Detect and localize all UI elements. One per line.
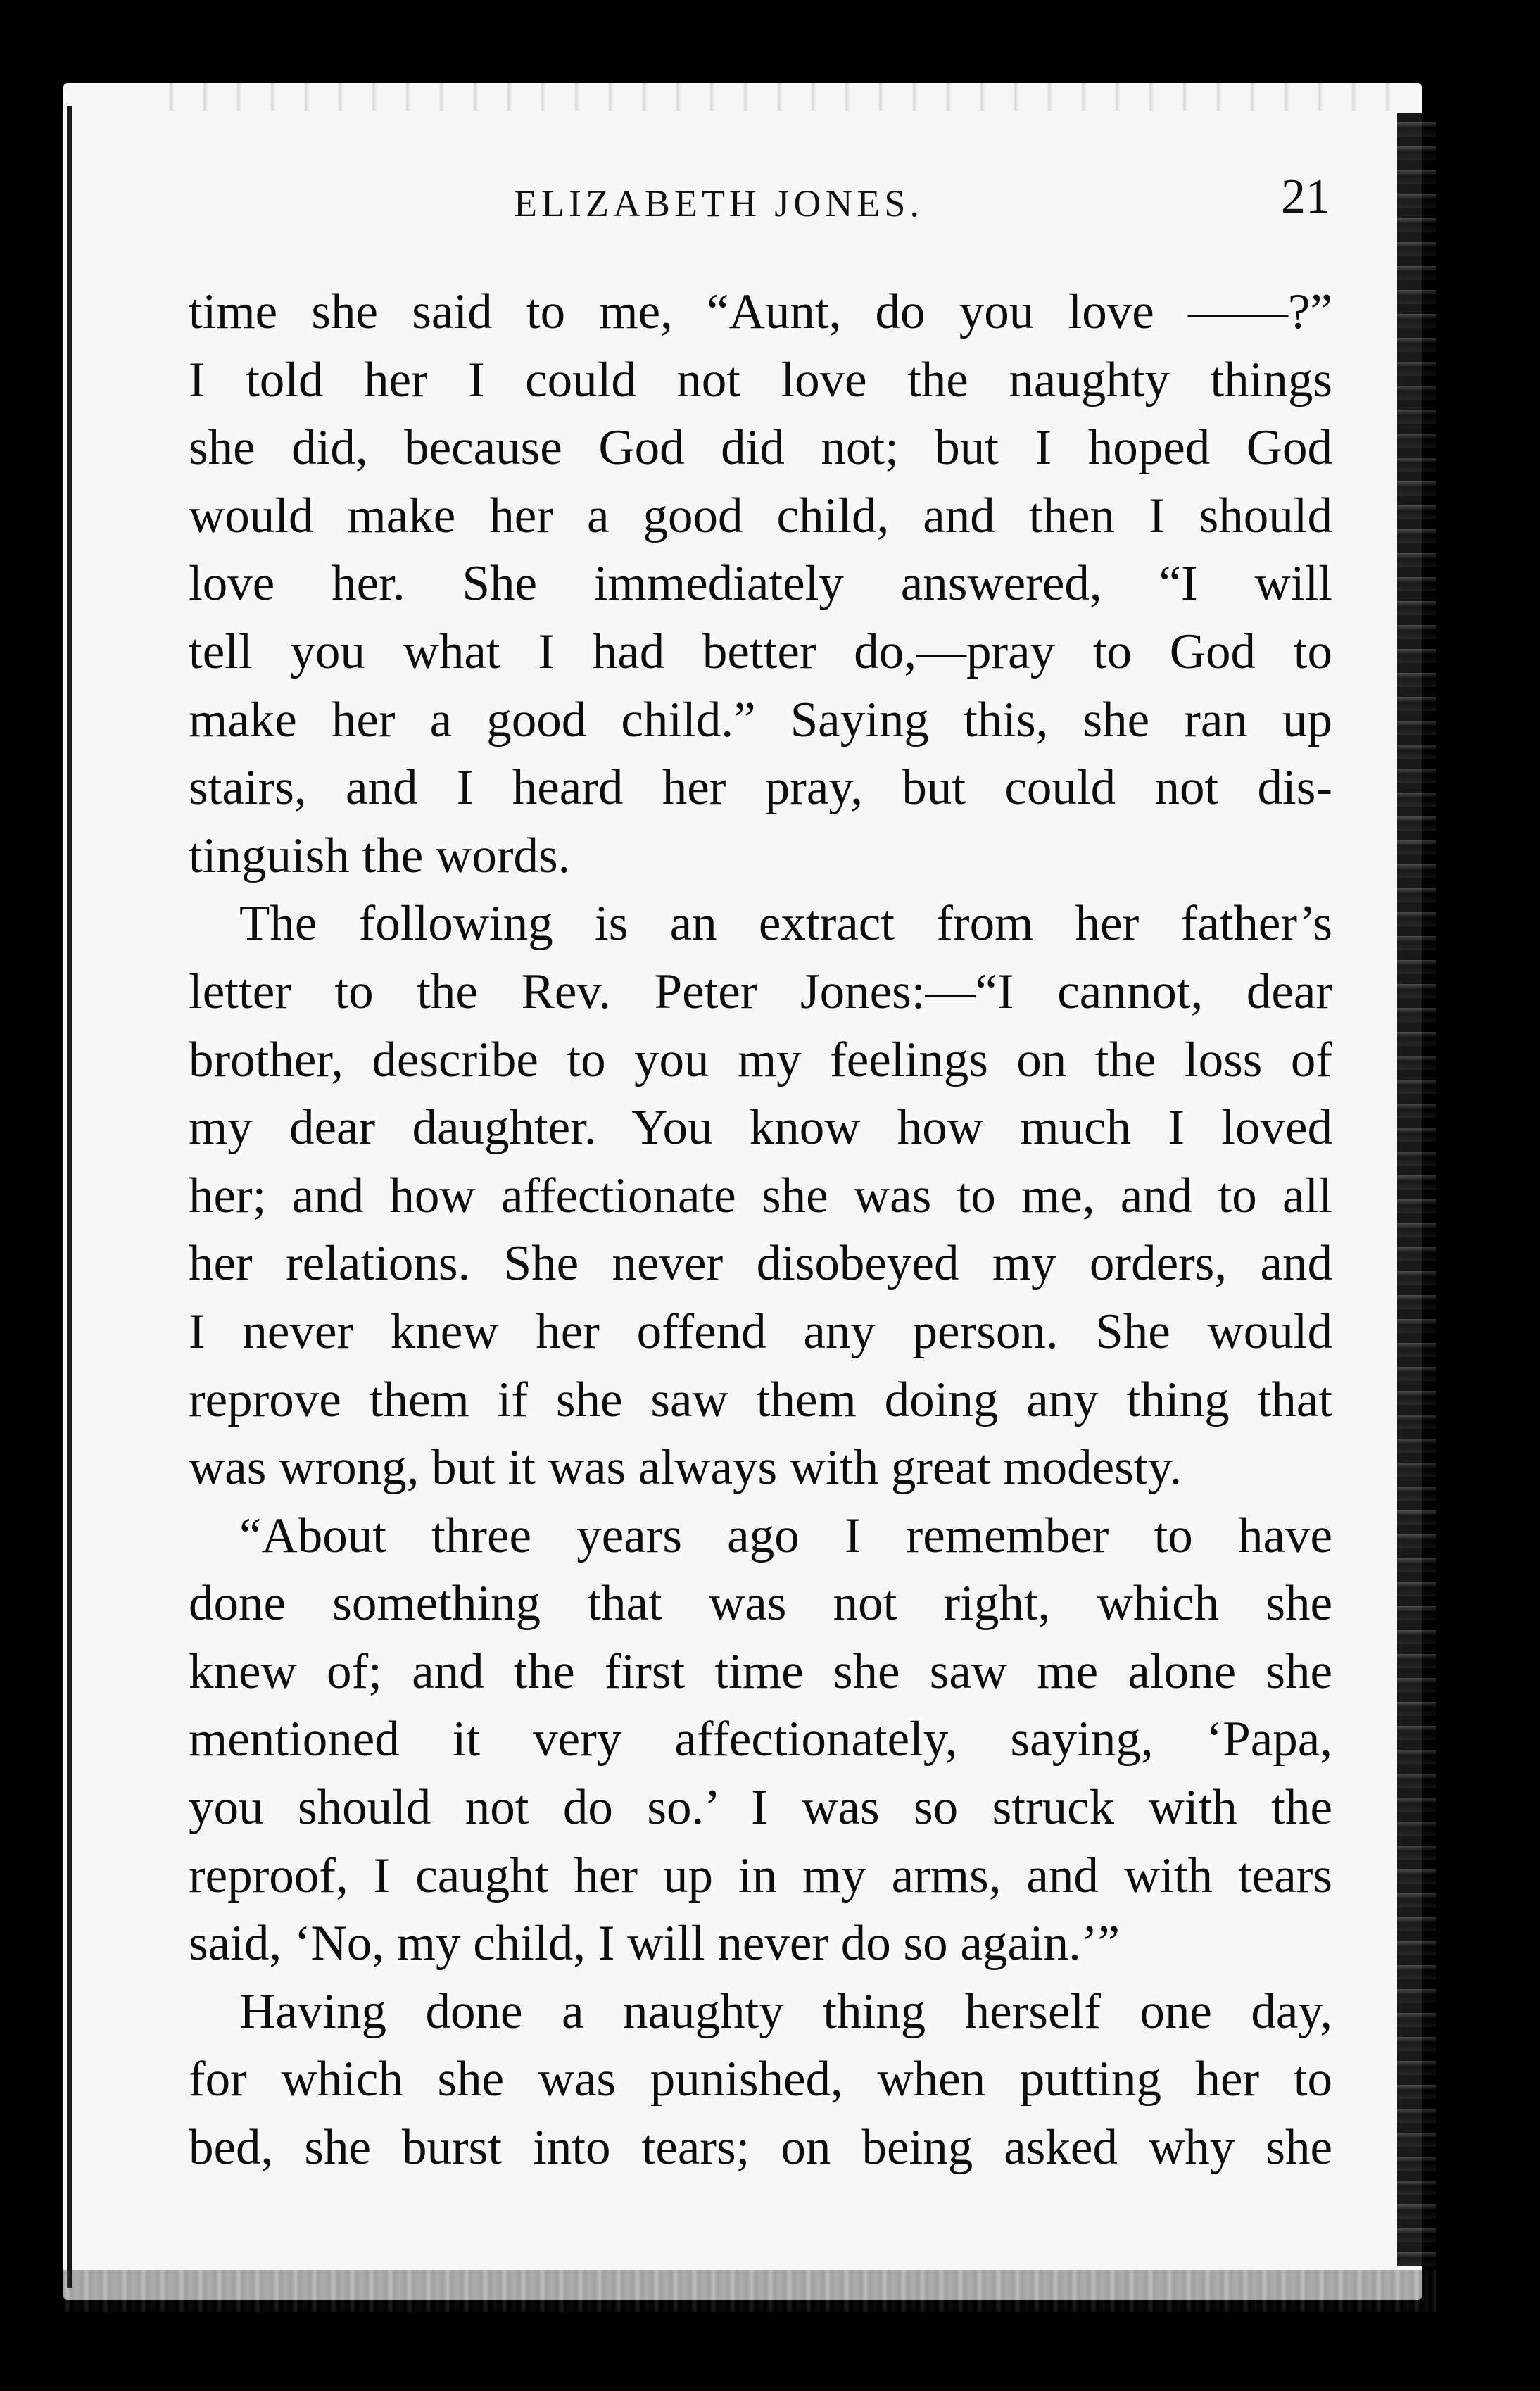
text-line: time she said to me, “Aunt, do you love ——?”	[189, 284, 1332, 339]
text-line: make her a good child.” Saying this, she ran up	[189, 692, 1332, 747]
page-edge-noise	[1397, 113, 1436, 2266]
text-line: reproof, I caught her up in my arms, and with tears	[189, 1848, 1332, 1903]
text-line: for which she was punished, when putting her to	[189, 2052, 1332, 2107]
text-line: would make her a good child, and then I should	[189, 488, 1332, 543]
text-line: I told her I could not love the naughty things	[189, 352, 1332, 408]
paragraph-start-line: “About three years ago I remember to have	[239, 1508, 1332, 1563]
text-line: was wrong, but it was always with great modesty.	[189, 1440, 1182, 1496]
text-line: tell you what I had better do,—pray to God to	[189, 624, 1332, 679]
text-line: stairs, and I heard her pray, but could not dis-	[189, 760, 1332, 816]
text-line: knew of; and the first time she saw me alone she	[189, 1644, 1332, 1699]
text-line: tinguish the words.	[189, 828, 571, 883]
text-line: her relations. She never disobeyed my orders, and	[189, 1236, 1332, 1292]
text-line: love her. She immediately answered, “I will	[189, 556, 1332, 612]
body-text	[189, 278, 1332, 2182]
scan-bottom-noise	[63, 2270, 1436, 2312]
text-line: said, ‘No, my child, I will never do so again.’”	[189, 1916, 1121, 1972]
scan-dark-edge	[1434, 0, 1540, 2391]
paragraph-start-line: Having done a naughty thing herself one day,	[239, 1983, 1332, 2039]
text-line: she did, because God did not; but I hoped God	[189, 420, 1332, 476]
text-line: I never knew her offend any person. She would	[189, 1304, 1332, 1359]
page-header	[190, 162, 1330, 246]
paragraph-start-line: The following is an extract from her father’s	[239, 896, 1332, 952]
text-line: my dear daughter. You know how much I loved	[189, 1100, 1332, 1156]
binding-edge	[67, 106, 72, 2288]
page-number: 21	[1281, 170, 1330, 224]
scan-top-noise	[141, 83, 1408, 111]
text-line: her; and how affectionate she was to me, and to all	[189, 1168, 1332, 1223]
text-line: you should not do so.’ I was so struck with the	[189, 1780, 1332, 1836]
text-line: reprove them if she saw them doing any thing that	[189, 1372, 1332, 1427]
text-line: mentioned it very affectionately, saying, ‘Papa,	[189, 1712, 1332, 1767]
text-line: letter to the Rev. Peter Jones:—“I cannot, dear	[189, 964, 1332, 1019]
text-line: brother, describe to you my feelings on the loss of	[189, 1032, 1332, 1087]
text-line: done something that was not right, which she	[189, 1576, 1332, 1632]
text-line: bed, she burst into tears; on being asked why she	[189, 2120, 1332, 2176]
running-head: ELIZABETH JONES.	[514, 182, 923, 225]
